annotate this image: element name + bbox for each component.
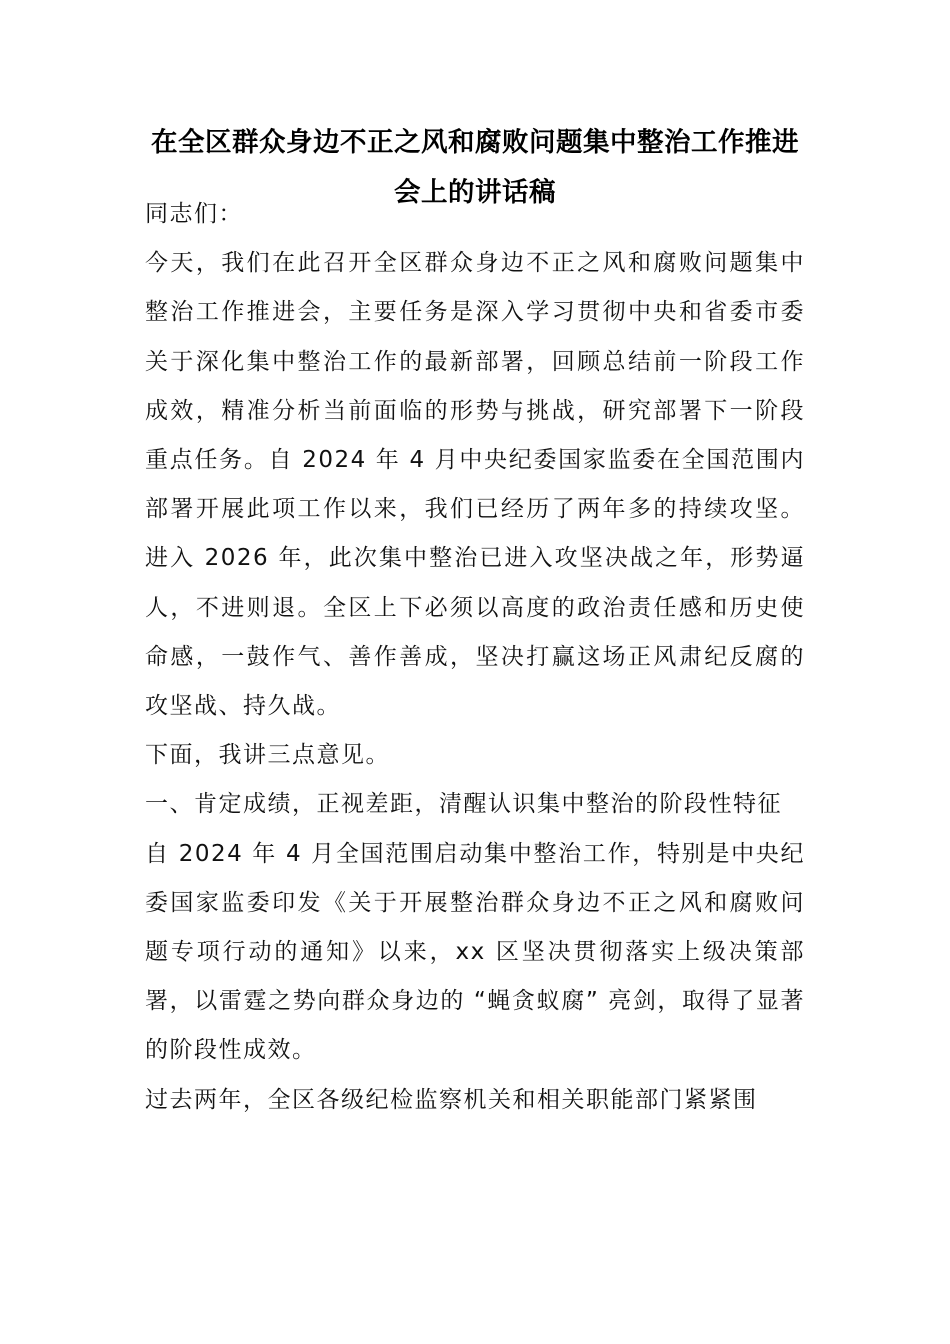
- section-heading-1: 一、肯定成绩，正视差距，清醒认识集中整治的阶段性特征: [145, 791, 782, 818]
- document-body: [145, 190, 805, 1125]
- section-1-paragraph-2: 过去两年，全区各级纪检监察机关和相关职能部门紧紧围: [145, 1086, 758, 1113]
- document-title: 在全区群众身边不正之风和腐败问题集中整治工作推进会上的讲话稿: [151, 127, 799, 208]
- section-1-paragraph-1: 自 2024 年 4 月全国范围启动集中整治工作，特别是中央纪委国家监委印发《关于开展整治群众身边不正之风和腐败问题专项行动的通知》以来，xx 区坚决贯彻落实上级决策部署，以雷霆之势向群众身边的 “蝇贪蚁腐” 亮剑，取得了显著的阶段性成效。: [145, 840, 806, 1064]
- opening-paragraph: 今天，我们在此召开全区群众身边不正之风和腐败问题集中整治工作推进会，主要任务是深入学习贯彻中央和省委市委关于深化集中整治工作的最新部署，回顾总结前一阶段工作成效，精准分析当前面临的形势与挑战，研究部署下一阶段重点任务。自 2024 年 4 月中央纪委国家监委在全国范围内部署开展此项工作以来，我们已经历了两年多的持续攻坚。进入 2026 年，此次集中整治已进入攻坚决战之年，形势逼人，不进则退。全区上下必须以高度的政治责任感和历史使命感，一鼓作气、善作善成，坚决打赢这场正风肃纪反腐的攻坚战、持久战。: [145, 250, 805, 720]
- salutation-paragraph: 同志们：: [145, 201, 243, 227]
- transition-paragraph: 下面，我讲三点意见。: [145, 742, 390, 769]
